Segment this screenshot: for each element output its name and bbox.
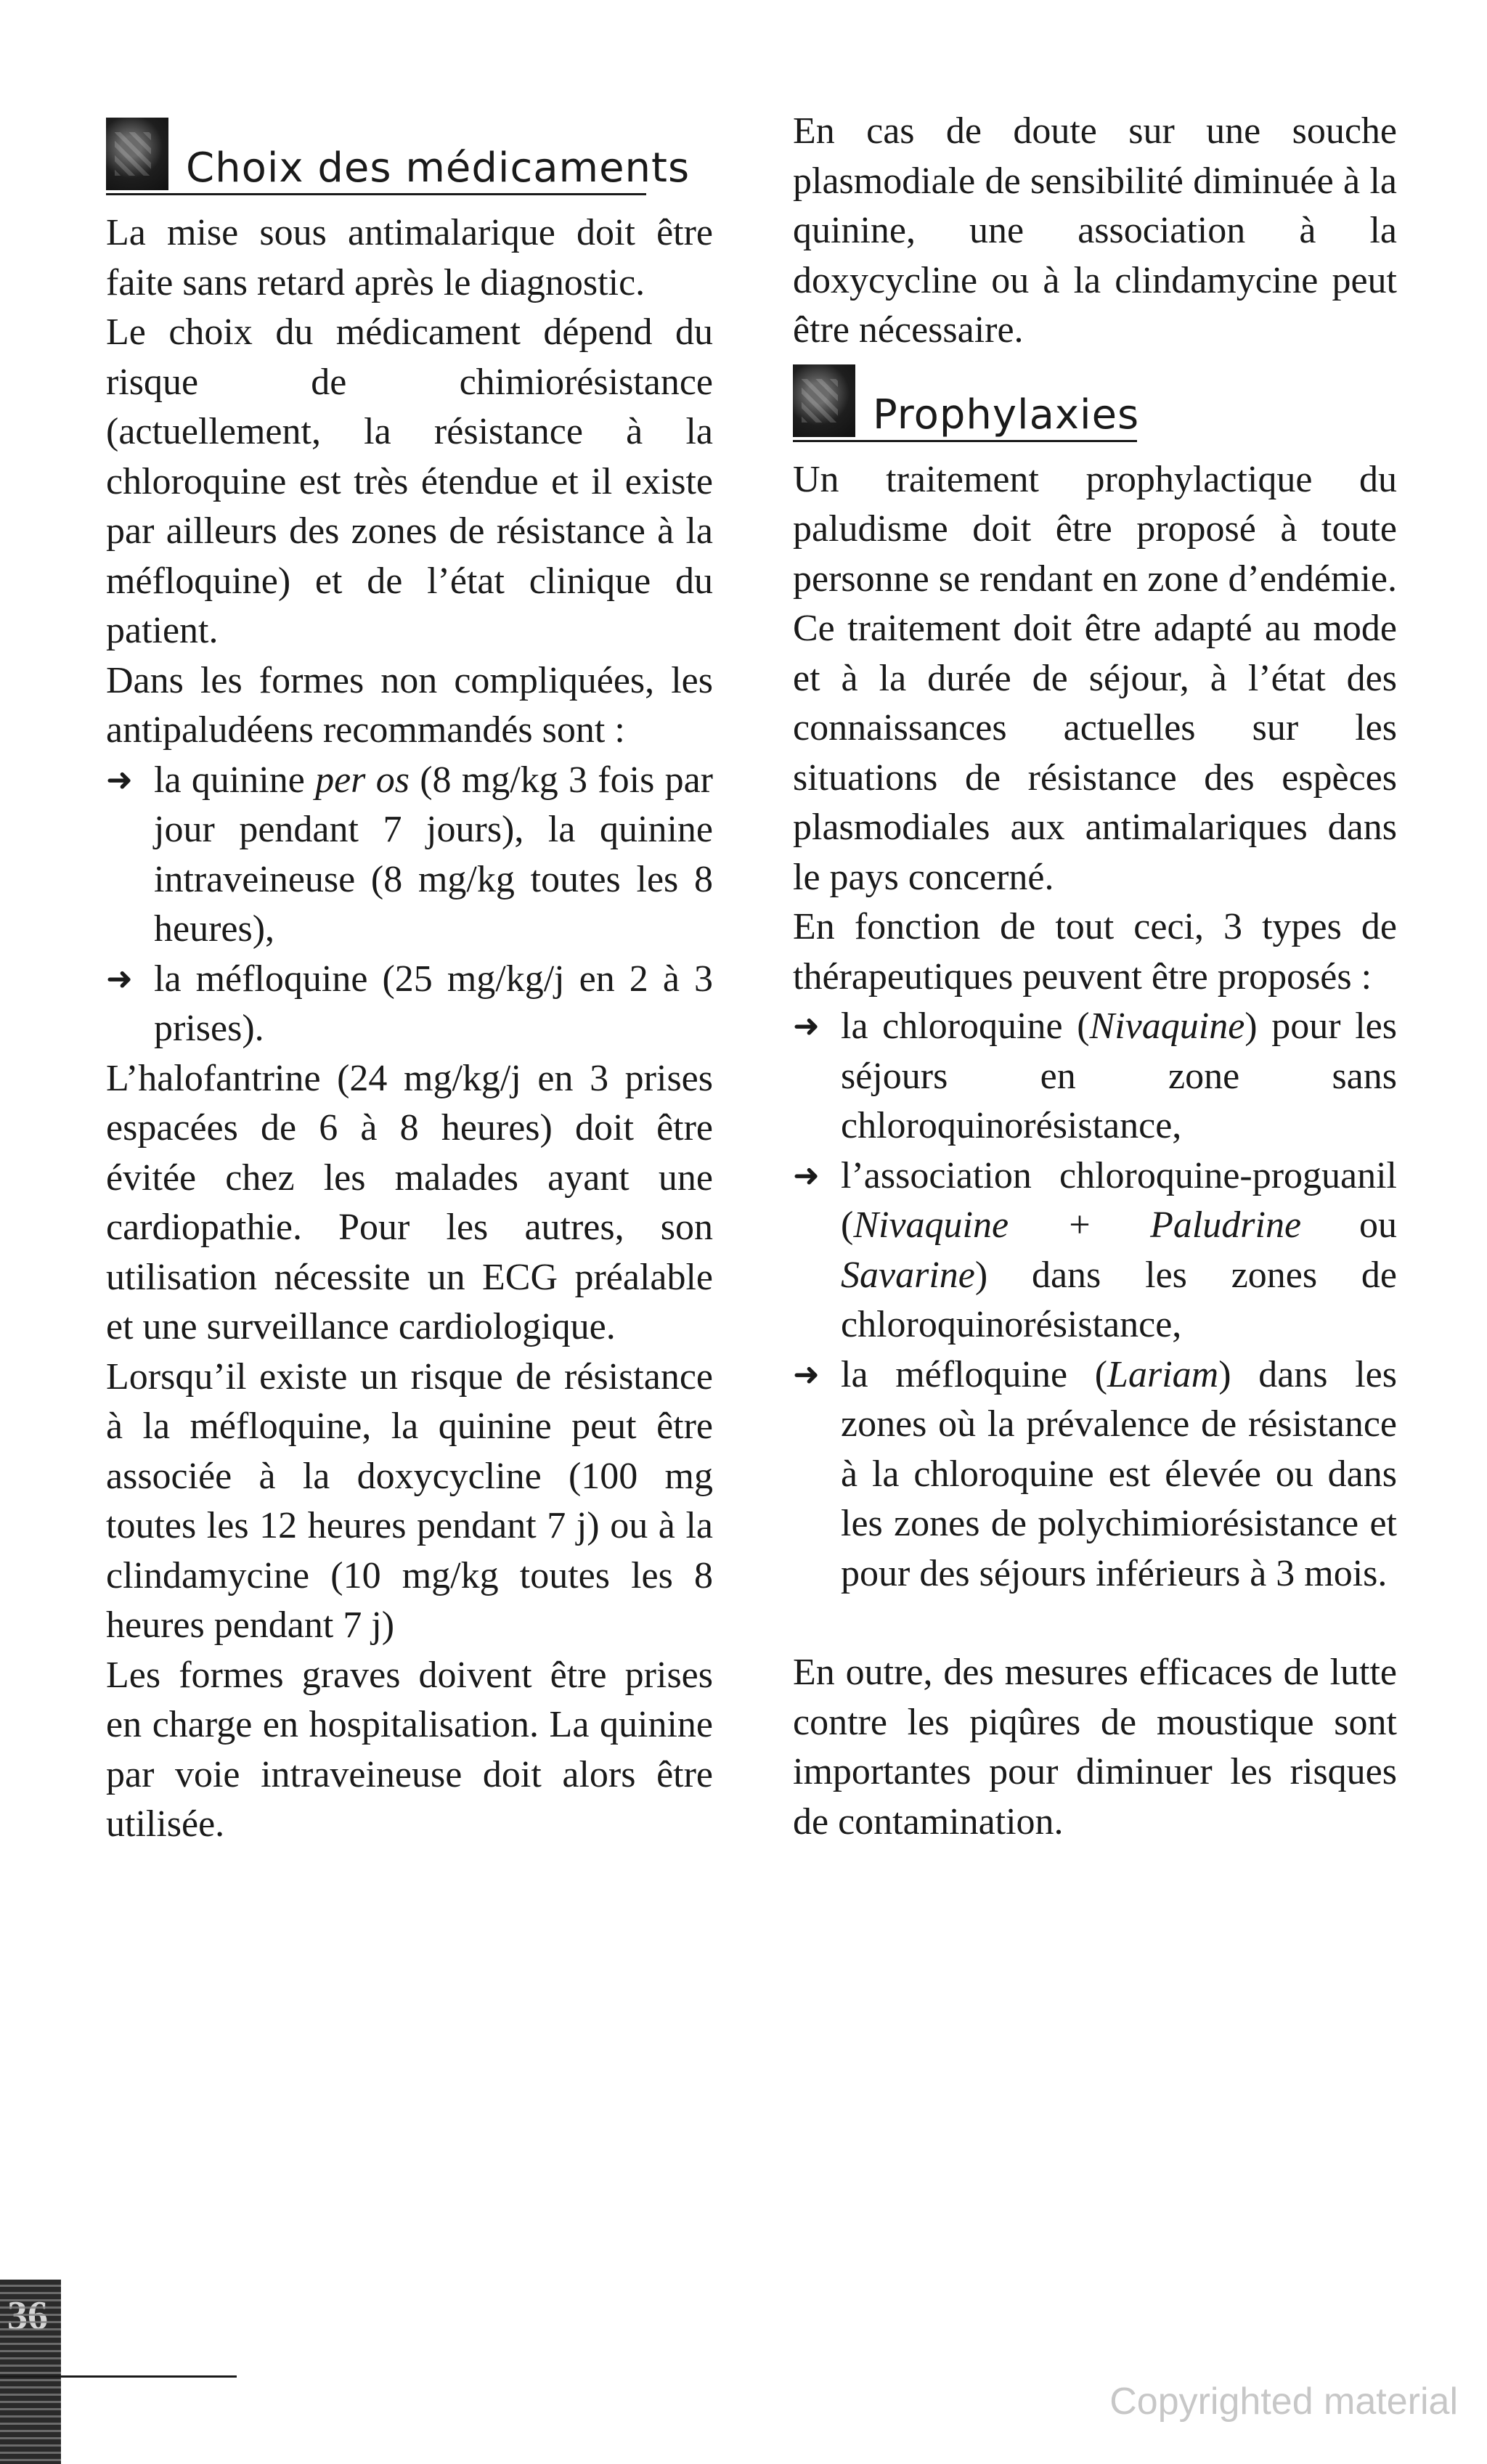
heading-title: Prophylaxies	[873, 391, 1140, 438]
spacer	[793, 1599, 1397, 1648]
paragraph: Les formes graves doivent être prises en charge en hospitalisation. La quinine par voie intraveineuse doit alors être utilisée.	[106, 1654, 713, 1845]
list-text-italic: Nivaquine	[853, 1204, 1009, 1246]
paragraph: La mise sous antimalarique doit être faite sans retard après le diagnostic.	[106, 212, 713, 303]
arrow-bullet-icon: ➜	[793, 1355, 820, 1393]
list-text-italic: per os	[315, 759, 410, 801]
paragraph: Le choix du médicament dépend du risque de chimiorésistance (actuellement, la résistance à la chloroquine est très étendue et il existe par ailleurs des zones de résistance à la méfloquine) et de l’état clinique du patient.	[106, 311, 713, 651]
list-text-italic: Paludrine	[1150, 1204, 1302, 1246]
arrow-bullet-icon: ➜	[793, 1156, 820, 1194]
list-item	[106, 756, 713, 955]
list-text: la méfloquine (	[841, 1353, 1108, 1395]
arrow-bullet-icon: ➜	[106, 960, 133, 998]
footer-rule	[0, 2375, 237, 2378]
list-text-italic: +	[1009, 1204, 1151, 1246]
treatment-list	[106, 756, 713, 1054]
heading-title: Choix des médicaments	[186, 144, 690, 192]
paragraph: En outre, des mesures efficaces de lutte contre les piqûres de moustique sont importantes pour diminuer les risques de contamination.	[793, 1652, 1397, 1843]
list-text: l’association chloroquine-proguanil (	[841, 1154, 1397, 1246]
list-text: ) pour les séjours en zone sans chloroquinorésistance,	[841, 1005, 1397, 1146]
copyright-watermark: Copyrighted material	[1109, 2381, 1458, 2423]
page-number: 36	[7, 2293, 48, 2338]
paragraph: L’halofantrine (24 mg/kg/j en 3 prises espacées de 6 à 8 heures) doit être évitée chez les malades ayant une cardiopathie. Pour les autres, son utilisation nécessite un ECG préalable et une surveillance cardiologique.	[106, 1057, 713, 1347]
right-column	[793, 109, 1397, 1847]
arrow-bullet-icon: ➜	[106, 761, 133, 799]
paragraph: Lorsqu’il existe un risque de résistance à la méfloquine, la quinine peut être associée à la doxycycline (100 mg toutes les 12 heures pendant 7 j) ou à la clindamycine (10 mg/kg toutes les 8 heures pendant 7 j)	[106, 1355, 713, 1646]
list-text-italic: Savarine	[841, 1254, 975, 1296]
list-text: la chloroquine (	[841, 1005, 1090, 1047]
list-text: la quinine	[154, 759, 316, 801]
section-heading-prophylaxies	[793, 364, 1140, 442]
list-text: (8 mg/kg 3 fois par jour pendant 7 jours), la quinine intraveineuse (8 mg/kg toutes les 8 heures),	[154, 759, 713, 950]
section-heading-choix	[106, 118, 690, 195]
list-item	[793, 1002, 1397, 1151]
heading-pictogram-icon	[106, 118, 168, 190]
paragraph: Dans les formes non compliquées, les antipaludéens recommandés sont :	[106, 659, 713, 751]
list-item	[793, 1350, 1397, 1599]
list-text: ) dans les zones de chloroquinorésistance,	[841, 1254, 1397, 1345]
arrow-bullet-icon: ➜	[793, 1008, 820, 1045]
paragraph: En cas de doute sur une souche plasmodiale de sensibilité diminuée à la quinine, une association à la doxycycline ou à la clindamycine peut être nécessaire.	[793, 110, 1397, 351]
list-text-italic: Nivaquine	[1089, 1005, 1245, 1047]
list-item	[106, 955, 713, 1054]
heading-pictogram-icon	[793, 364, 855, 437]
list-text-italic: Lariam	[1107, 1353, 1219, 1395]
left-column	[106, 109, 713, 1850]
paragraph: En fonction de tout ceci, 3 types de thérapeutiques peuvent être proposés :	[793, 906, 1397, 998]
prophylaxis-list	[793, 1002, 1397, 1599]
list-text: la méfloquine (25 mg/kg/j en 2 à 3 prises).	[154, 958, 713, 1049]
list-text: ou	[1301, 1204, 1398, 1246]
paragraph: Un traitement prophylactique du paludisme doit être proposé à toute personne se rendant en zone d’endémie. Ce traitement doit être adapté au mode et à la durée de séjour, à l’état des connaissances actuelles sur les situations de résistance des espèces plasmodiales aux antimalariques dans le pays concerné.	[793, 458, 1397, 898]
list-text: ) dans les zones où la prévalence de résistance à la chloroquine est élevée ou dans les zones de polychimiorésistance et pour des séjours inférieurs à 3 mois.	[841, 1353, 1397, 1594]
list-item	[793, 1151, 1397, 1350]
